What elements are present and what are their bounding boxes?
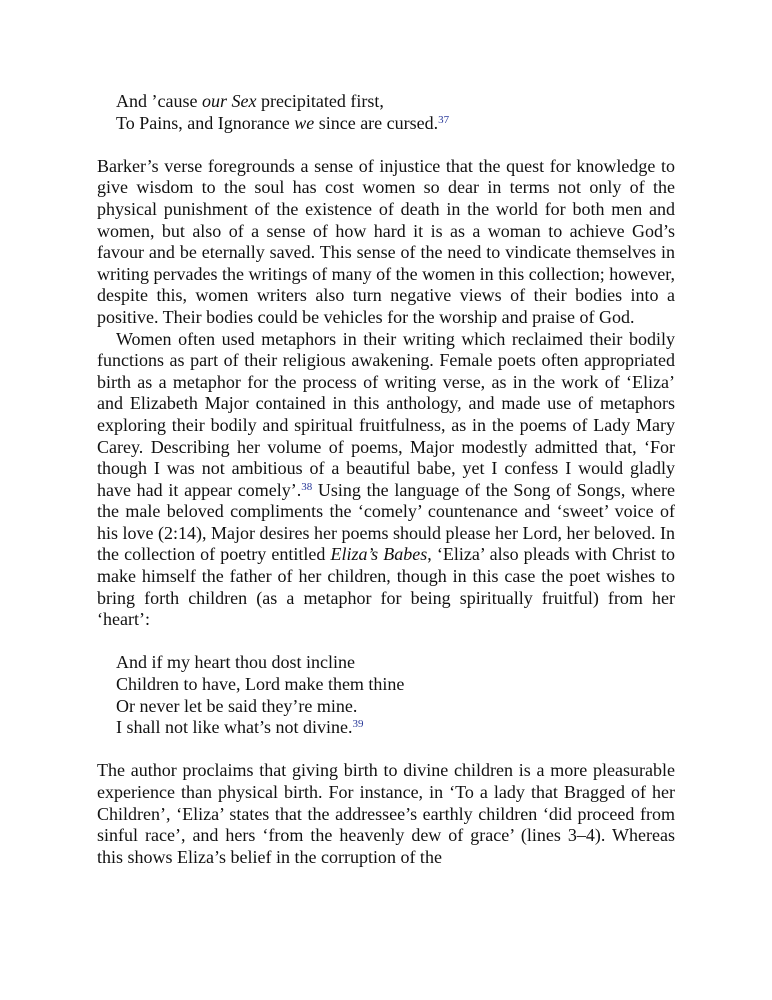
verse-line: And if my heart thou dost incline [116,652,355,673]
verse-quote-barker [97,91,675,134]
verse-italic: we [294,112,315,133]
footnote-ref-39[interactable]: 39 [352,718,364,731]
page-content [97,91,675,868]
paragraph-barker: Barker’s verse foregrounds a sense of injustice that the quest for knowledge to give wisdom to the soul has cost women so dear in terms not only of the physical punishment of the existence of death in the world for both men and women, but also of a sense of how hard it is as a woman to achieve God’s favour and be eternally saved. This sense of the need to vindicate themselves in writing pervades the writings of many of the women in this collection; however, despite this, women writers also turn negative views of their bodies into a positive. Their bodies could be vehicles for the worship and praise of God. [97,155,675,327]
paragraph-text: Using the language of the Song of Songs, where the male beloved compliments the ‘comely’ countenance and ‘sweet’ voice of his love (2:14), Major desires her poems should please her Lord, her beloved. In the collection of poetry entitled [97,479,675,565]
verse-text: precipitated first, [256,91,384,111]
verse-text: To Pains, and Ignorance [116,112,295,133]
verse-text: I shall not like what’s not divine. [116,717,353,738]
verse-line [116,91,675,113]
verse-line: Children to have, Lord make them thine [116,674,405,695]
verse-text: And ’cause [116,91,202,111]
verse-line [116,113,675,135]
footnote-ref-38[interactable]: 38 [301,480,313,493]
paragraph-text: , ‘Eliza’ also pleads with Christ to make himself the father of her children, though in this case the poet wishes to bring forth children (as a metaphor for being spiritually fruitful) from her ‘heart’: [97,544,675,630]
verse-italic: our Sex [201,91,257,111]
verse-line: Or never let be said they’re mine. [116,695,358,716]
footnote-ref-37[interactable]: 37 [438,113,450,126]
paragraph-text: Women often used metaphors in their writing which reclaimed their bodily functions as part of their religious awakening. Female poets often appropriated birth as a metaphor for the process of writing verse, as in the work of ‘Eliza’ and Elizabeth Major contained in this anthology, and made use of metaphors exploring their bodily and spiritual fruitfulness, as in the poems of Lady Mary Carey. Describing her volume of poems, Major modestly admitted that, ‘For though I was not ambitious of a beautiful babe, yet I confess I would gladly have had it appear comely’. [97,328,675,500]
body-text-continued [97,760,675,868]
paragraph-metaphors [97,329,675,631]
paragraph-divine-children: The author proclaims that giving birth to divine children is a more pleasurable experience than physical birth. For instance, in ‘To a lady that Bragged of her Children’, ‘Eliza’ states that the addressee’s earthly children ‘did proceed from sinful race’, and hers ‘from the heavenly dew of grace’ (lines 3–4). Whereas this shows Eliza’s belief in the corruption of the [97,760,675,867]
verse-line [116,717,675,739]
body-text [97,156,675,631]
book-title-italic: Eliza’s Babes [330,544,428,565]
verse-text: since are cursed. [314,112,439,133]
verse-quote-eliza [97,652,675,738]
